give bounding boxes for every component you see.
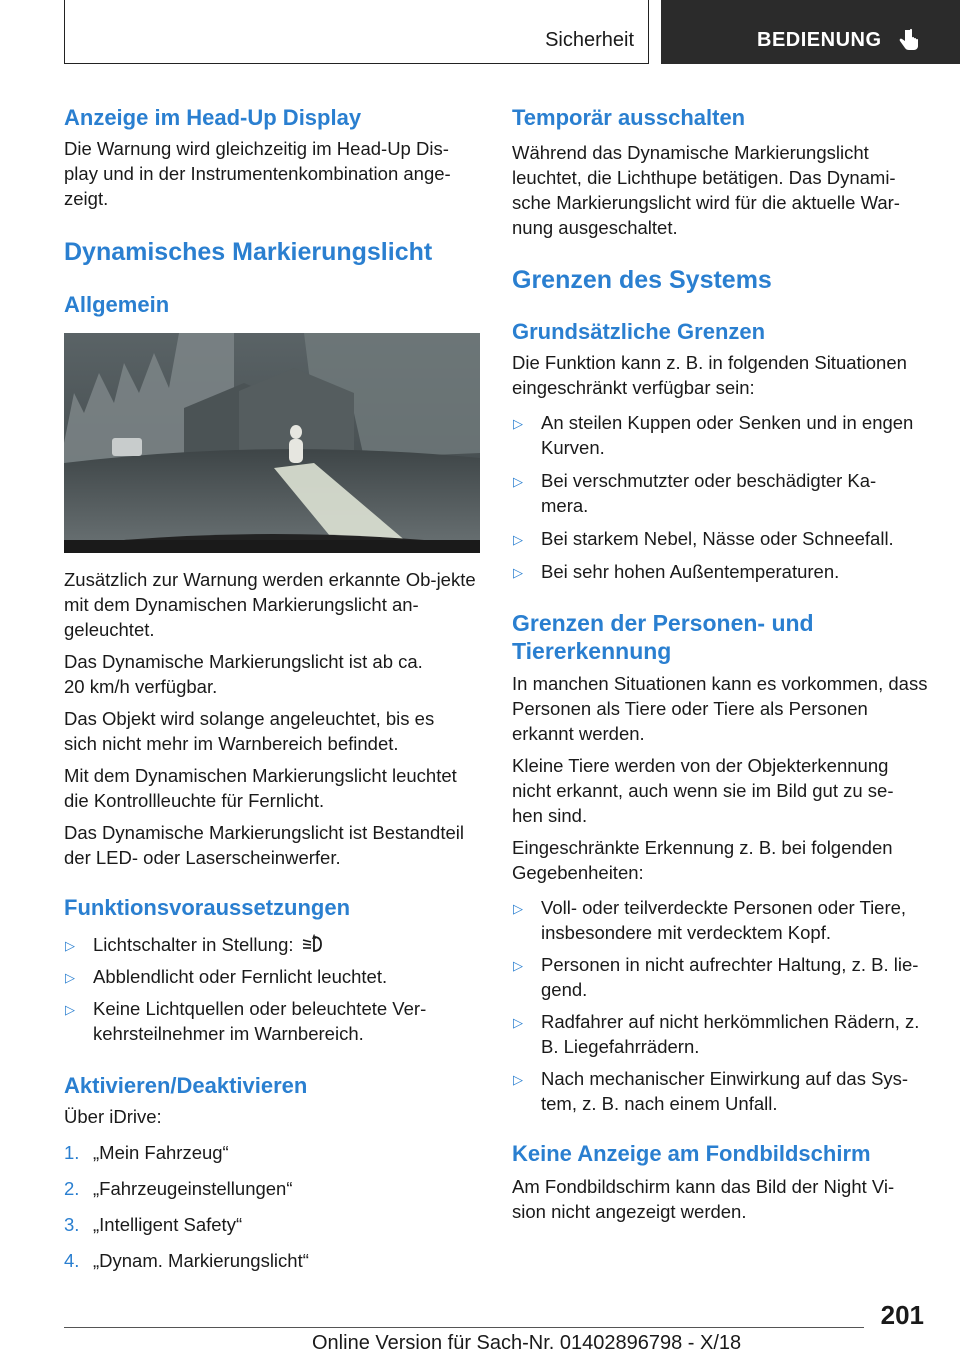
list-item: 4. „Dynam. Markierungslicht“ — [64, 1250, 309, 1271]
bullet-triangle-icon: ▷ — [513, 532, 523, 547]
bullet-triangle-icon: ▷ — [513, 901, 523, 916]
header-section-title: Sicherheit — [545, 29, 634, 51]
header-chapter-title: BEDIENUNG — [757, 29, 882, 51]
list-item: ▷ An steilen Kuppen oder Senken und in engen Kurven. — [513, 412, 914, 458]
hud-paragraph: Die Warnung wird gleichzeitig im Head-Up Dis-play und in der Instrumentenkombination ange-zeigt. — [64, 138, 451, 209]
list-item: ▷ Bei verschmutzter oder beschädigter Ka-mera. — [513, 470, 877, 516]
activate-heading: Aktivieren/Deaktivieren — [64, 1073, 308, 1098]
persons-limits-heading: Grenzen der Personen- und Tiererkennung — [512, 610, 814, 664]
footer-text: Online Version für Sach-Nr. 01402896798 - X/18 — [312, 1332, 742, 1354]
bullet-triangle-icon: ▷ — [65, 970, 75, 985]
persons-para-3: Eingeschränkte Erkennung z. B. bei folgenden Gegebenheiten: — [512, 837, 893, 883]
para-1: Zusätzlich zur Warnung werden erkannte Ob-jekte mit dem Dynamischen Markierungslicht an-geleuchtet. — [64, 569, 476, 640]
header-chapter-tab — [661, 0, 960, 64]
list-item: 2. „Fahrzeugeinstellungen“ — [64, 1178, 293, 1199]
prereq-list — [64, 932, 484, 1046]
para-3: Das Objekt wird solange angeleuchtet, bis es sich nicht mehr im Warnbereich befindet. — [64, 708, 435, 754]
bullet-triangle-icon: ▷ — [513, 565, 523, 580]
limits-heading: Grenzen des Systems — [512, 266, 772, 294]
header-section-box — [64, 0, 649, 64]
list-item: ▷ Bei sehr hohen Außentemperaturen. — [512, 559, 930, 584]
left-column — [64, 100, 484, 1273]
basic-limits-heading: Grundsätzliche Grenzen — [512, 319, 766, 344]
list-item: ▷ Lichtschalter in Stellung: A — [64, 932, 484, 957]
bullet-triangle-icon: ▷ — [513, 1072, 523, 1087]
temp-heading: Temporär ausschalten — [512, 105, 746, 130]
para-2: Das Dynamische Markierungslicht ist ab ca. 20 km/h verfügbar. — [64, 651, 423, 697]
bullet-triangle-icon: ▷ — [65, 938, 75, 953]
hand-pointer-icon — [896, 27, 922, 53]
page-number: 201 — [880, 1300, 924, 1330]
list-item: ▷ Bei starkem Nebel, Nässe oder Schneefall. — [512, 526, 930, 551]
general-heading: Allgemein — [64, 292, 170, 317]
persons-para-2: Kleine Tiere werden von der Objekterkennung nicht erkannt, auch wenn sie im Bild gut zu se-hen sind. — [512, 755, 894, 826]
headlight-auto-icon — [300, 933, 324, 955]
basic-limits-list — [512, 410, 930, 584]
bullet-triangle-icon: ▷ — [513, 416, 523, 431]
bullet-triangle-icon: ▷ — [513, 474, 523, 489]
prereq-heading: Funktionsvoraussetzungen — [64, 895, 351, 920]
persons-limits-list — [512, 895, 930, 1116]
list-item: ▷ Keine Lichtquellen oder beleuchtete Ver-kehrsteilnehmer im Warnbereich. — [65, 998, 427, 1044]
list-item: ▷ Personen in nicht aufrechter Haltung, z. B. lie-gend. — [513, 954, 919, 1000]
hud-heading: Anzeige im Head-Up Display — [64, 105, 362, 130]
bullet-triangle-icon: ▷ — [513, 958, 523, 973]
para-5: Das Dynamische Markierungslicht ist Bestandteil der LED- oder Laserscheinwerfer. — [64, 822, 464, 868]
bullet-triangle-icon: ▷ — [65, 1002, 75, 1017]
list-item: ▷ Radfahrer auf nicht herkömmlichen Rädern, z. B. Liegefahrrädern. — [513, 1011, 920, 1057]
list-item: ▷ Nach mechanischer Einwirkung auf das Sys-tem, z. B. nach einem Unfall. — [513, 1068, 909, 1114]
list-item: ▷ Abblendlicht oder Fernlicht leuchtet. — [64, 964, 484, 989]
bullet-triangle-icon: ▷ — [513, 1015, 523, 1030]
right-column — [512, 100, 930, 1224]
activate-steps — [64, 1140, 484, 1273]
list-item: 1. „Mein Fahrzeug“ — [64, 1142, 229, 1163]
list-item: 3. „Intelligent Safety“ — [64, 1214, 243, 1235]
temp-paragraph: Während das Dynamische Markierungslicht leuchtet, die Lichthupe betätigen. Das Dynami-sche Markierungslicht wird für die aktuelle War-nung ausgeschaltet. — [512, 142, 900, 238]
night-road-scene-photo — [64, 333, 480, 553]
persons-para-1: In manchen Situationen kann es vorkommen, dass Personen als Tiere oder Tiere als Personen erkannt werden. — [512, 673, 928, 744]
basic-limits-intro: Die Funktion kann z. B. in folgenden Situationen eingeschränkt verfügbar sein: — [512, 352, 907, 398]
para-4: Mit dem Dynamischen Markierungslicht leuchtet die Kontrollleuchte für Fernlicht. — [64, 765, 457, 811]
rear-screen-paragraph: Am Fondbildschirm kann das Bild der Night Vi-sion nicht angezeigt werden. — [512, 1176, 895, 1222]
footer-divider — [64, 1327, 864, 1328]
rear-screen-heading: Keine Anzeige am Fondbildschirm — [512, 1141, 871, 1166]
list-item: ▷ Voll- oder teilverdeckte Personen oder Tiere, insbesondere mit verdecktem Kopf. — [513, 897, 907, 943]
dml-heading: Dynamisches Markierungslicht — [64, 238, 433, 266]
activate-intro: Über iDrive: — [64, 1106, 162, 1127]
svg-text:A: A — [311, 935, 316, 941]
